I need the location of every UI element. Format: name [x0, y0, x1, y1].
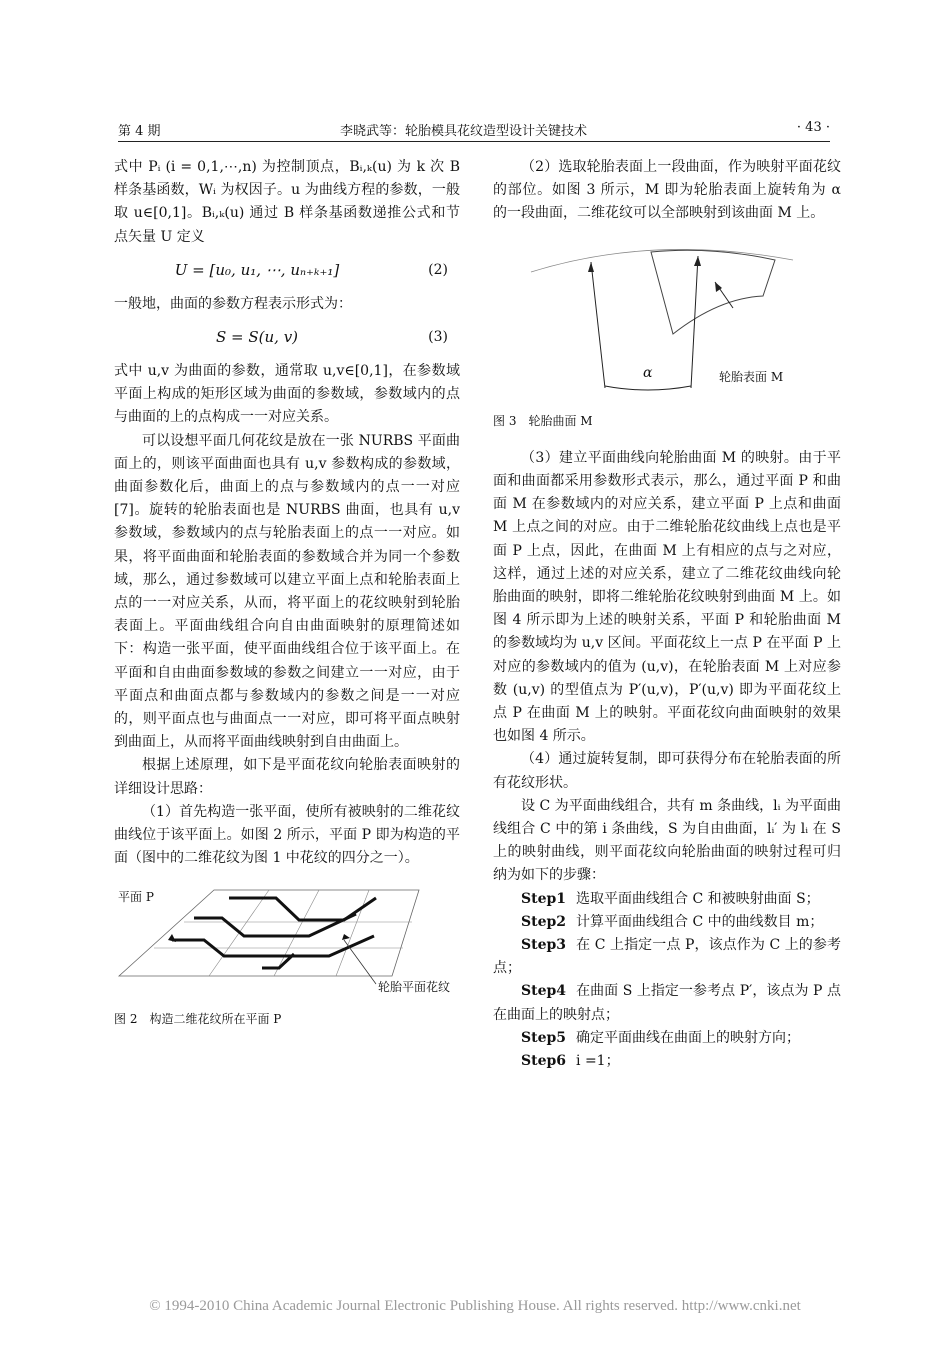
tire-surface-figure	[493, 238, 841, 398]
figure-caption: 图 3 轮胎曲面 M	[493, 413, 593, 428]
copyright-footer: © 1994-2010 China Academic Journal Electronic Publishing House. All rights reserved. http://www.cnki.net	[149, 1298, 801, 1314]
equation-number: (2)	[428, 261, 448, 278]
step-text: 计算平面曲线组合 C 中的曲线数目 m；	[576, 913, 824, 930]
pattern-label: 轮胎平面花纹	[378, 980, 451, 995]
equation-3	[114, 316, 460, 360]
surface-label: 轮胎表面 M	[719, 369, 784, 384]
step-label: Step5	[521, 1029, 567, 1046]
step-label: Step4	[521, 983, 567, 1000]
step-text: 确定平面曲线在曲面上的映射方向；	[576, 1029, 801, 1046]
equation-number: (3)	[428, 329, 448, 346]
paragraph: （4）通过旋转复制，即可获得分布在轮胎表面的所有花纹形状。	[493, 751, 841, 791]
paragraph: （1）首先构造一张平面，使所有被映射的二维花纹曲线位于该平面上。如图 2 所示，平面 P 即为构造的平面（图中的二维花纹为图 1 中花纹的四分之一）。	[114, 803, 460, 867]
paragraph: 式中 Pᵢ (i = 0,1,⋯,n) 为控制顶点，Bᵢ,ₖ(u) 为 k 次 B 样条基函数，Wᵢ 为权因子。u 为曲线方程的参数，一般取 u∈[0,1]。Bᵢ,ₖ(u) 通过 B 样条基函数递推公式和节点矢量 U 定义	[114, 159, 460, 245]
equation-formula: U = [u₀, u₁, ⋯, uₙ₊ₖ₊₁]	[174, 260, 340, 279]
paragraph: 根据上述原理，如下是平面花纹向轮胎表面映射的详细设计思路：	[114, 757, 460, 797]
article-title: 李晓武等：轮胎模具花纹造型设计关键技术	[340, 124, 588, 139]
step-text: 在曲面 S 上指定一参考点 P′，该点为 P 点在曲面上的映射点；	[493, 983, 841, 1023]
running-header	[118, 120, 830, 140]
paragraph: 可以设想平面几何花纹是放在一张 NURBS 平面曲面上的，则该平面曲面也具有 u,v 参数构成的参数域，曲面参数化后，曲面上的点与参数域内的点一一对应[7]。旋转的轮胎表面也是 NURBS 曲面，也具有 u,v 参数域，参数域内的点与轮胎表面上的点一一对应。如果，将平面曲面和轮胎表面的参数域合并为同一个参数域，那么，通过参数域可以建立平面上点和轮胎表面上点的一一对应关系，从而，将平面上的花纹映射到轮胎表面上。平面曲线组合向自由曲面映射的原理简述如下：构造一张平面，使平面曲线组合位于该平面上。在平面和自由曲面参数域的参数之间建立一一对应，由于平面点和曲面点都与参数域内的参数之间是一一对应的，则平面点也与曲面点一一对应，即可将平面点映射到曲面上，从而将平面曲线映射到自由曲面上。	[114, 432, 460, 751]
paragraph: 一般地，曲面的参数方程表示形式为：	[114, 295, 352, 312]
step-text: 选取平面曲线组合 C 和被映射曲面 S；	[576, 890, 820, 907]
angle-alpha: α	[643, 364, 653, 381]
figure-2	[114, 884, 460, 1008]
figure-3	[493, 238, 841, 398]
step-1	[493, 888, 841, 911]
step-label: Step2	[521, 913, 567, 930]
header-rule	[118, 141, 830, 142]
step-3	[493, 934, 841, 980]
paragraph: （2）选取轮胎表面上一段曲面，作为映射平面花纹的部位。如图 3 所示，M 即为轮胎表面上旋转角为 α 的一段曲面，二维花纹可以全部映射到该曲面 M 上。	[493, 159, 841, 222]
step-4	[493, 980, 841, 1026]
paragraph: 式中 u,v 为曲面的参数，通常取 u,v∈[0,1]，在参数域平面上构成的矩形区域为曲面的参数域，参数域内的点与曲面的上的点构成一一对应关系。	[114, 363, 460, 426]
paragraph: 设 C 为平面曲线组合，共有 m 条曲线，lᵢ 为平面曲线组合 C 中的第 i 条曲线，S 为自由曲面，lᵢ′ 为 lᵢ 在 S 上的映射曲线，则平面花纹向轮胎曲面的映射过程可归纳为如下的步骤：	[493, 797, 841, 884]
step-text: 在 C 上指定一点 P，该点作为 C 上的参考点；	[493, 937, 841, 977]
step-5	[493, 1027, 841, 1050]
step-label: Step3	[521, 937, 567, 954]
issue-number: 第 4 期	[118, 124, 161, 139]
step-2	[493, 911, 841, 934]
plane-label: 平面 P	[118, 890, 154, 905]
step-text: i =1；	[576, 1053, 620, 1070]
equation-formula: S = S(u, v)	[215, 328, 299, 347]
right-column	[493, 156, 841, 1073]
step-6	[493, 1050, 841, 1073]
equation-2	[114, 249, 460, 293]
left-column	[114, 156, 460, 1032]
paragraph: （3）建立平面曲线向轮胎曲面 M 的映射。由于平面和曲面都采用参数形式表示，那么，通过平面 P 和曲面 M 在参数域内的对应关系，建立平面 P 上点和曲面 M 上点之间的对应。由于二维轮胎花纹曲线上点也是平面 P 上点，因此，在曲面 M 上有相应的点与之对应，这样，通过上述的对应关系，建立了二维花纹曲线向轮胎曲面的映射，即将二维轮胎花纹映射到曲面 M 上。如图 4 所示即为上述的映射关系，平面 P 和轮胎曲面 M 的参数域均为 u,v 区间。平面花纹上一点 P 在平面 P 上对应的参数域内的值为 (u,v)，在轮胎表面 M 上对应参数 (u,v) 的型值点为 P′(u,v)，P′(u,v) 即为平面花纹上点 P 在曲面 M 上的映射。平面花纹向曲面映射的效果也如图 4 所示。	[493, 449, 841, 745]
step-label: Step1	[521, 890, 567, 907]
step-label: Step6	[521, 1053, 567, 1070]
figure-caption: 图 2 构造二维花纹所在平面 P	[114, 1012, 282, 1027]
page-number: · 43 ·	[796, 120, 830, 135]
